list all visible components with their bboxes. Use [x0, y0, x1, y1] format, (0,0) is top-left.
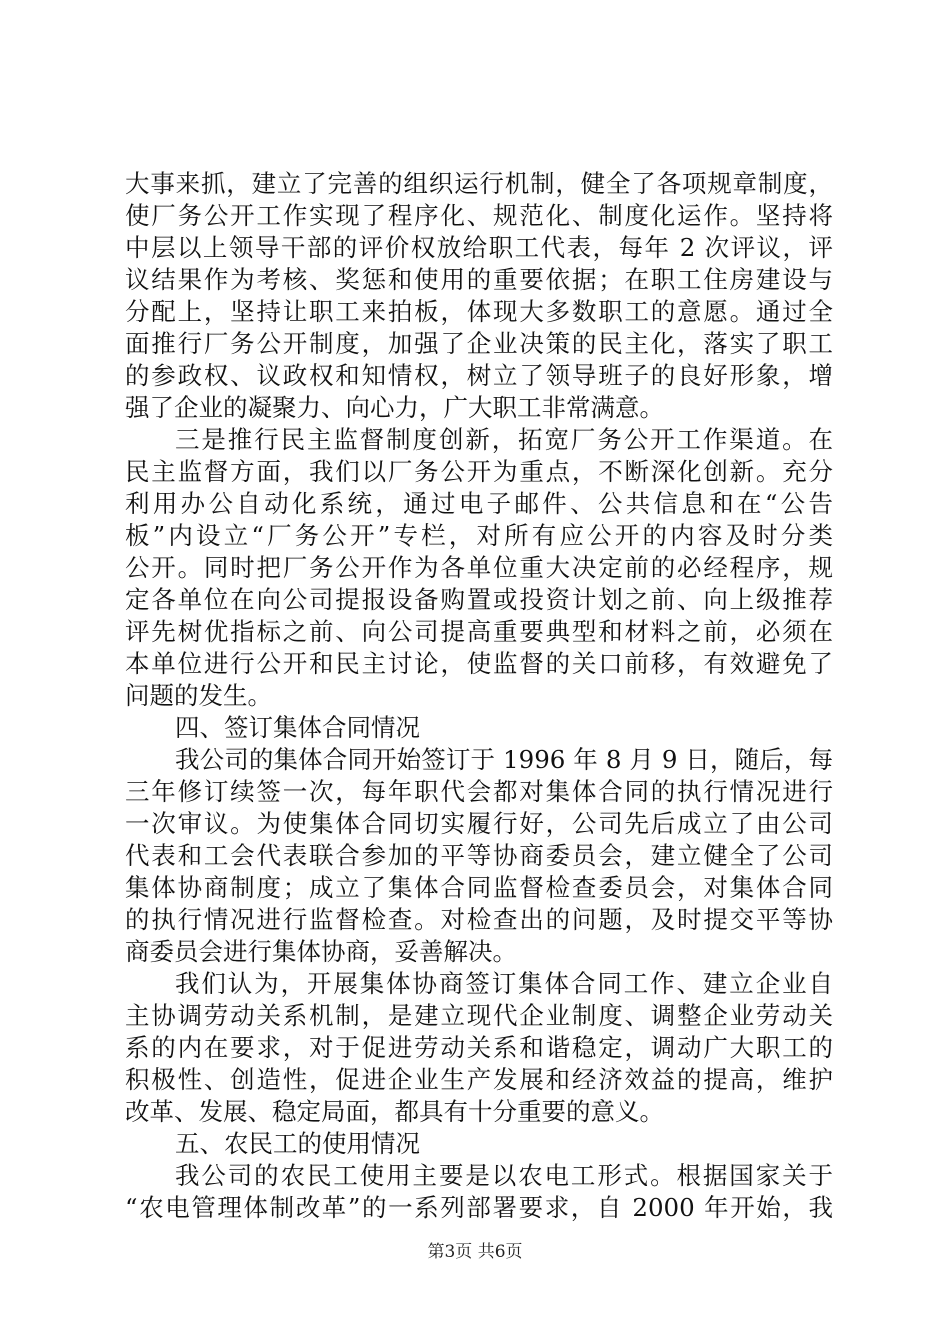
- text-line: 代表和工会代表联合参加的平等协商委员会，建立健全了公司: [125, 841, 833, 870]
- text-line: 问题的发生。: [125, 681, 272, 710]
- text-line: 大事来抓，建立了完善的组织运行机制，健全了各项规章制度，: [125, 169, 833, 198]
- document-body: [125, 168, 833, 1224]
- text-line: 议结果作为考核、奖惩和使用的重要依据；在职工住房建设与: [125, 265, 833, 294]
- text-line: “农电管理体制改革”的一系列部署要求，自 2000 年开始，我: [125, 1193, 833, 1222]
- text-line: 我公司的农民工使用主要是以农电工形式。根据国家关于: [175, 1161, 833, 1190]
- text-line: 三是推行民主监督制度创新，拓宽厂务公开工作渠道。在: [175, 425, 833, 454]
- text-line: 使厂务公开工作实现了程序化、规范化、制度化运作。坚持将: [125, 201, 833, 230]
- text-line: 中层以上领导干部的评价权放给职工代表，每年 2 次评议，评: [125, 233, 833, 262]
- text-line: 分配上，坚持让职工来拍板，体现大多数职工的意愿。通过全: [125, 297, 833, 326]
- text-line: 评先树优指标之前、向公司提高重要典型和材料之前，必须在: [125, 617, 833, 646]
- text-line: 五、农民工的使用情况: [175, 1129, 420, 1158]
- text-line: 我们认为，开展集体协商签订集体合同工作、建立企业自: [175, 969, 833, 998]
- text-line: 系的内在要求，对于促进劳动关系和谐稳定，调动广大职工的: [125, 1033, 833, 1062]
- text-line: 利用办公自动化系统，通过电子邮件、公共信息和在“公告: [125, 489, 833, 518]
- text-line: 的执行情况进行监督检查。对检查出的问题，及时提交平等协: [125, 905, 833, 934]
- text-line: 主协调劳动关系机制，是建立现代企业制度、调整企业劳动关: [125, 1001, 833, 1030]
- text-line: 公开。同时把厂务公开作为各单位重大决定前的必经程序，规: [125, 553, 833, 582]
- text-line: 商委员会进行集体协商，妥善解决。: [125, 937, 517, 966]
- text-line: 改革、发展、稳定局面，都具有十分重要的意义。: [125, 1097, 664, 1126]
- text-line: 强了企业的凝聚力、向心力，广大职工非常满意。: [125, 393, 664, 422]
- page-footer: 第3页 共6页: [427, 1242, 523, 1262]
- text-line: 一次审议。为使集体合同切实履行好，公司先后成立了由公司: [125, 809, 833, 838]
- text-line: 四、签订集体合同情况: [175, 713, 420, 742]
- text-line: 定各单位在向公司提报设备购置或投资计划之前、向上级推荐: [125, 585, 833, 614]
- text-line: 积极性、创造性，促进企业生产发展和经济效益的提高，维护: [125, 1065, 833, 1094]
- text-line: 的参政权、议政权和知情权，树立了领导班子的良好形象，增: [125, 361, 833, 390]
- text-line: 民主监督方面，我们以厂务公开为重点，不断深化创新。充分: [125, 457, 833, 486]
- text-line: 三年修订续签一次，每年职代会都对集体合同的执行情况进行: [125, 777, 833, 806]
- text-line: 本单位进行公开和民主讨论，使监督的关口前移，有效避免了: [125, 649, 833, 678]
- text-line: 集体协商制度；成立了集体合同监督检查委员会，对集体合同: [125, 873, 833, 902]
- text-line: 面推行厂务公开制度，加强了企业决策的民主化，落实了职工: [125, 329, 833, 358]
- text-line: 我公司的集体合同开始签订于 1996 年 8 月 9 日，随后，每: [175, 745, 833, 774]
- text-line: 板”内设立“厂务公开”专栏，对所有应公开的内容及时分类: [125, 521, 833, 550]
